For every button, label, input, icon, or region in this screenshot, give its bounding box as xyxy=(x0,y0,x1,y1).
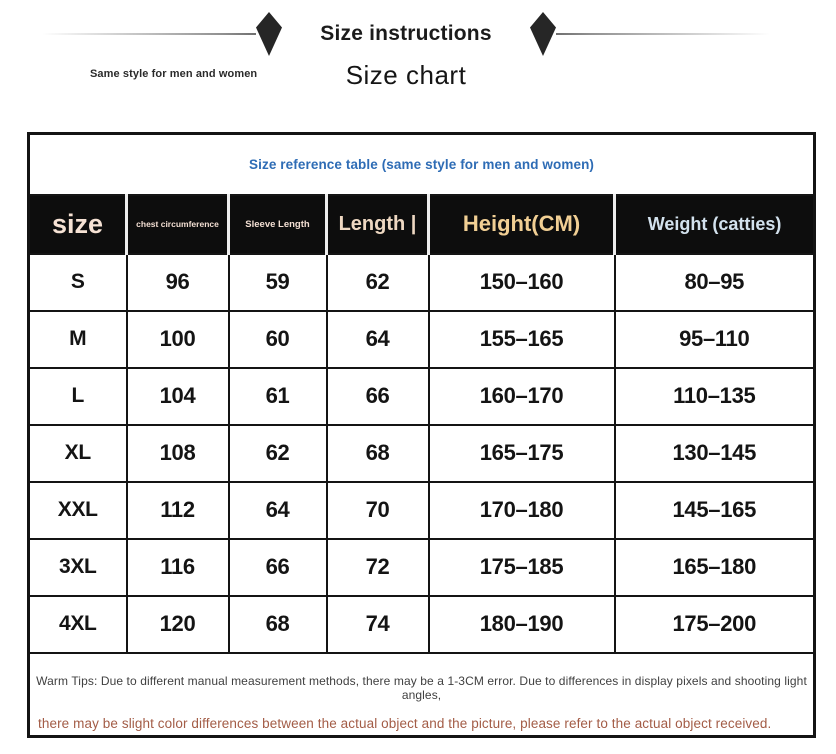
table-cell: 80–95 xyxy=(615,254,815,311)
table-cell: 60 xyxy=(229,311,327,368)
table-cell: 66 xyxy=(229,539,327,596)
table-cell: 3XL xyxy=(29,539,127,596)
table-cell: L xyxy=(29,368,127,425)
table-cell: 61 xyxy=(229,368,327,425)
table-cell: M xyxy=(29,311,127,368)
table-cell: 96 xyxy=(127,254,229,311)
divider-line-left xyxy=(42,33,256,35)
table-cell: 112 xyxy=(127,482,229,539)
unisex-note: Same style for men and women xyxy=(90,68,258,80)
column-header-size: size xyxy=(29,195,127,254)
table-cell: 165–175 xyxy=(429,425,615,482)
table-cell: 68 xyxy=(327,425,429,482)
table-cell: 108 xyxy=(127,425,229,482)
table-cell: 116 xyxy=(127,539,229,596)
table-caption-row xyxy=(29,134,815,195)
table-cell: 170–180 xyxy=(429,482,615,539)
diamond-icon xyxy=(256,12,282,56)
table-cell: 100 xyxy=(127,311,229,368)
table-cell: 62 xyxy=(327,254,429,311)
page-subtitle: Size chart xyxy=(345,60,467,90)
size-table-body xyxy=(29,254,815,653)
table-cell: 59 xyxy=(229,254,327,311)
table-cell: 150–160 xyxy=(429,254,615,311)
table-cell: 95–110 xyxy=(615,311,815,368)
table-cell: 104 xyxy=(127,368,229,425)
page-title: Size instructions xyxy=(320,22,492,45)
table-cell: 4XL xyxy=(29,596,127,653)
table-cell: 68 xyxy=(229,596,327,653)
table-cell: 175–185 xyxy=(429,539,615,596)
table-cell: 74 xyxy=(327,596,429,653)
table-row xyxy=(29,368,815,425)
column-header-weight: Weight (catties) xyxy=(615,195,815,254)
table-cell: 110–135 xyxy=(615,368,815,425)
table-cell: 70 xyxy=(327,482,429,539)
table-row xyxy=(29,482,815,539)
table-row xyxy=(29,539,815,596)
divider-line-right xyxy=(556,33,770,35)
warm-tips-line1: Warm Tips: Due to different manual measurement methods, there may be a 1-3CM error. Due to differences in display pixels and shooting light angles, xyxy=(36,673,807,702)
table-row xyxy=(29,596,815,653)
table-cell: 155–165 xyxy=(429,311,615,368)
column-header-height: Height(CM) xyxy=(429,195,615,254)
table-cell: 120 xyxy=(127,596,229,653)
column-header-length: Length | xyxy=(327,195,429,254)
table-cell: S xyxy=(29,254,127,311)
tips-row xyxy=(29,653,815,737)
table-cell: 72 xyxy=(327,539,429,596)
table-row xyxy=(29,425,815,482)
column-header-sleeve: Sleeve Length xyxy=(229,195,327,254)
column-header-chest: chest circumference xyxy=(127,195,229,254)
table-cell: 62 xyxy=(229,425,327,482)
tips-cell xyxy=(29,653,815,737)
table-cell: 64 xyxy=(327,311,429,368)
table-cell: 66 xyxy=(327,368,429,425)
table-header-row xyxy=(29,195,815,254)
banner xyxy=(0,8,812,60)
diamond-icon xyxy=(530,12,556,56)
table-cell: 64 xyxy=(229,482,327,539)
table-cell: 180–190 xyxy=(429,596,615,653)
size-table xyxy=(27,132,816,738)
table-cell: 145–165 xyxy=(615,482,815,539)
table-cell: 130–145 xyxy=(615,425,815,482)
table-cell: 175–200 xyxy=(615,596,815,653)
table-cell: 160–170 xyxy=(429,368,615,425)
table-row xyxy=(29,254,815,311)
table-cell: 165–180 xyxy=(615,539,815,596)
table-cell: XL xyxy=(29,425,127,482)
table-cell: XXL xyxy=(29,482,127,539)
warm-tips-line2: there may be slight color differences between the actual object and the picture, please refer to the actual object received. xyxy=(38,715,772,731)
table-row xyxy=(29,311,815,368)
table-caption: Size reference table (same style for men and women) xyxy=(29,134,815,195)
